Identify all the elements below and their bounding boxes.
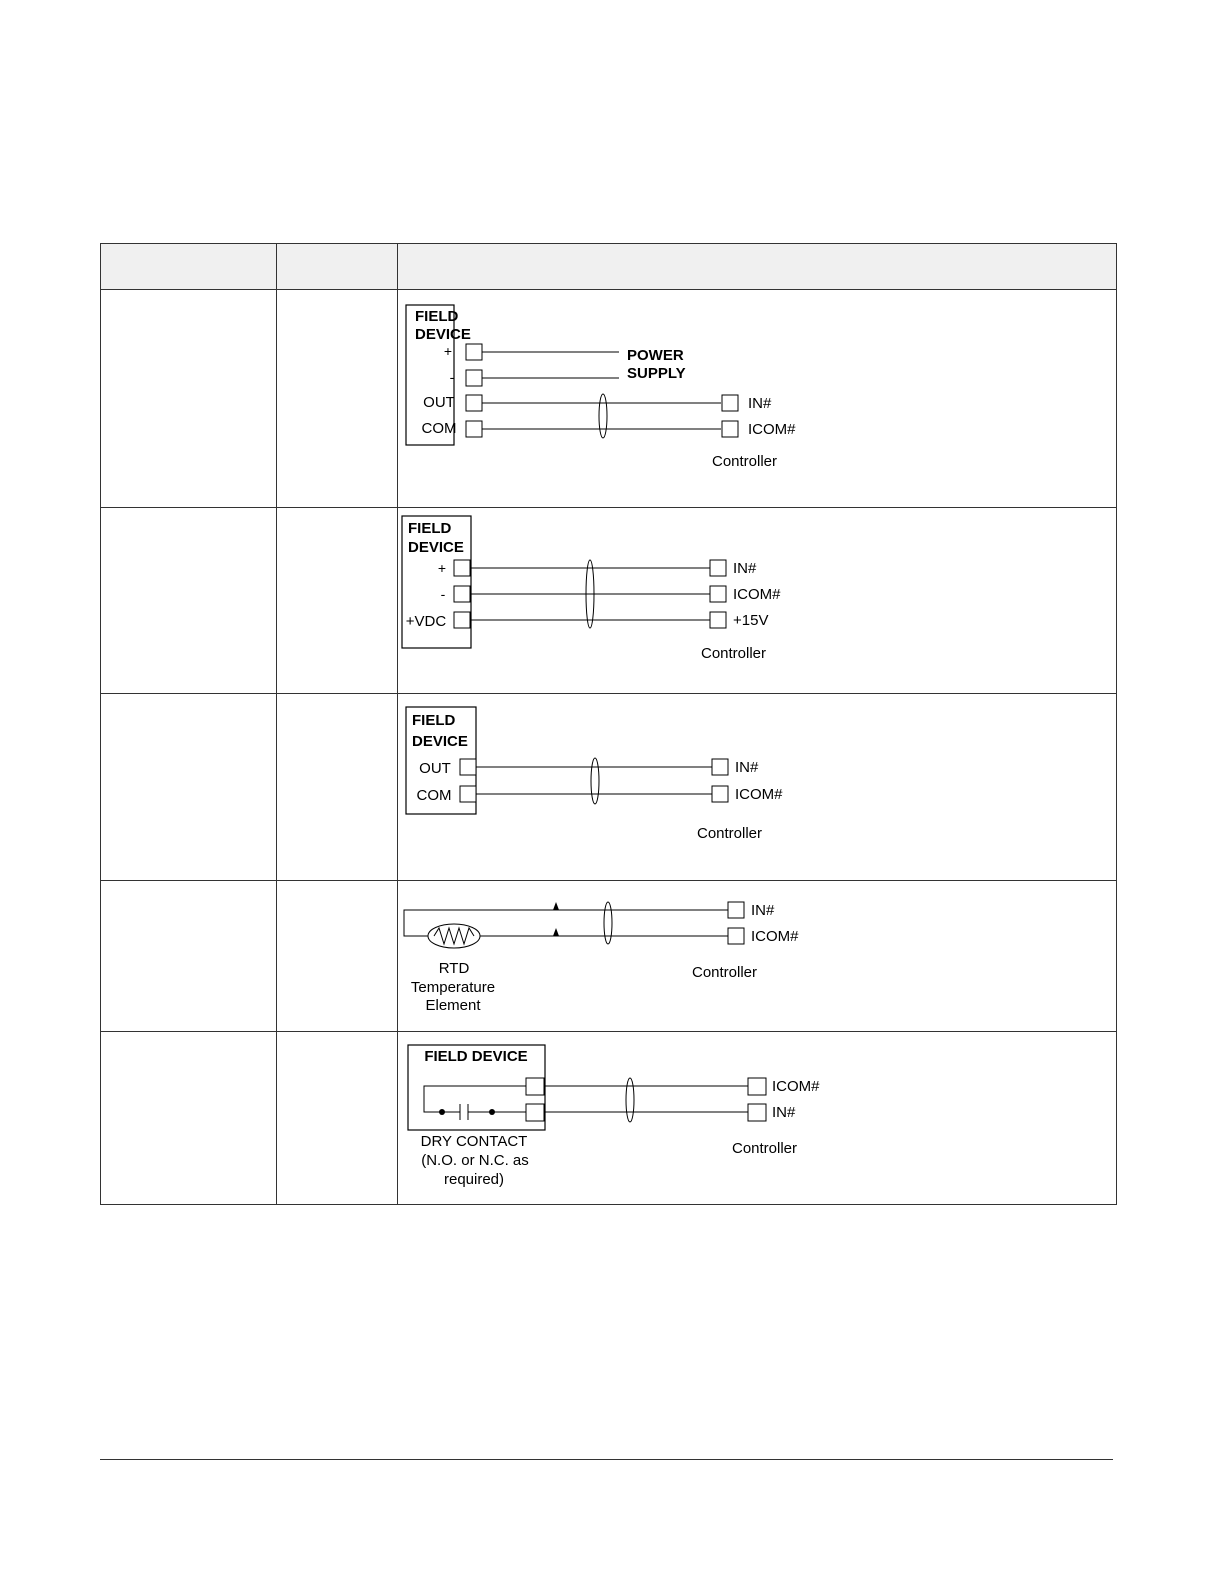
terminal-square: [526, 1104, 544, 1121]
dry-contact-diagram: [398, 1032, 1114, 1204]
row-cell-2: [277, 881, 398, 1032]
terminal-label-com: COM: [421, 420, 457, 437]
three-wire-diagram: [398, 508, 1114, 693]
cable-shield: [599, 394, 607, 438]
field-device-label: FIELD: [412, 712, 456, 729]
diagram-cell: [398, 1032, 1117, 1205]
controller-terminal-in: IN#: [772, 1104, 796, 1121]
terminal-square: [466, 344, 482, 360]
diagram-cell: [398, 290, 1117, 508]
field-device-label: DEVICE: [412, 733, 468, 750]
rtd-label: RTD: [438, 960, 470, 977]
terminal-label-vdc: +VDC: [405, 613, 447, 630]
terminal-square: [466, 395, 482, 411]
table-row: [101, 508, 1117, 694]
controller-terminal: [748, 1104, 766, 1121]
terminal-label-com: COM: [416, 787, 452, 804]
dry-contact-label: DRY CONTACT: [420, 1133, 528, 1150]
cable-shield: [591, 758, 599, 804]
terminal-square: [454, 560, 470, 576]
row-cell-1: [101, 508, 277, 694]
row-cell-1: [101, 1032, 277, 1205]
rtd-diagram: [398, 881, 1114, 1031]
controller-terminal-in: IN#: [735, 759, 759, 776]
terminal-square: [526, 1078, 544, 1095]
controller-terminal: [712, 759, 728, 775]
table-row: [101, 290, 1117, 508]
controller-label: Controller: [701, 645, 767, 662]
wire: [424, 1086, 526, 1112]
table-header-row: [101, 244, 1117, 290]
table-row: [101, 1032, 1117, 1205]
controller-terminal: [722, 395, 738, 411]
controller-terminal-in: IN#: [748, 395, 772, 412]
terminal-marker-icon: [553, 902, 559, 910]
controller-label: Controller: [697, 825, 763, 842]
power-supply-label: SUPPLY: [627, 365, 686, 382]
power-supply-label: POWER: [627, 347, 684, 364]
header-cell-3: [398, 244, 1117, 290]
diagram-cell: [398, 694, 1117, 881]
table-row: [101, 694, 1117, 881]
controller-terminal: [728, 928, 744, 944]
terminal-label-minus: -: [449, 369, 455, 385]
controller-terminal: [722, 421, 738, 437]
cable-shield: [626, 1078, 634, 1122]
terminal-square: [466, 421, 482, 437]
field-device-label: DEVICE: [415, 326, 471, 343]
terminal-square: [454, 612, 470, 628]
controller-terminal-icom: ICOM#: [735, 786, 783, 803]
terminal-square: [454, 586, 470, 602]
field-device-label: FIELD DEVICE: [424, 1048, 528, 1065]
row-cell-1: [101, 290, 277, 508]
footer-divider: [100, 1459, 1113, 1460]
row-cell-2: [277, 508, 398, 694]
header-cell-1: [101, 244, 277, 290]
controller-label: Controller: [692, 964, 758, 981]
terminal-label-plus: +: [437, 560, 447, 576]
terminal-label-out: OUT: [423, 394, 455, 411]
row-cell-2: [277, 694, 398, 881]
controller-terminal-icom: ICOM#: [733, 586, 781, 603]
terminal-label-plus: +: [443, 343, 453, 359]
controller-terminal: [728, 902, 744, 918]
controller-terminal: [710, 586, 726, 602]
diagram-cell: [398, 508, 1117, 694]
rtd-label: Temperature: [410, 979, 496, 996]
two-wire-output-diagram: [398, 694, 1114, 880]
controller-terminal-15v: +15V: [733, 612, 769, 629]
controller-terminal-icom: ICOM#: [772, 1078, 820, 1095]
terminal-marker-icon: [553, 928, 559, 936]
terminal-label-minus: -: [440, 586, 446, 602]
four-wire-power-supply-diagram: [398, 290, 1114, 507]
dry-contact-label: required): [443, 1171, 505, 1188]
terminal-square: [460, 786, 476, 802]
cable-shield: [604, 902, 612, 944]
terminal-label-out: OUT: [419, 760, 451, 777]
row-cell-1: [101, 694, 277, 881]
controller-terminal: [710, 612, 726, 628]
diagram-cell: [398, 881, 1117, 1032]
row-cell-2: [277, 1032, 398, 1205]
dry-contact-label: (N.O. or N.C. as: [421, 1152, 529, 1169]
row-cell-1: [101, 881, 277, 1032]
controller-label: Controller: [732, 1140, 798, 1157]
controller-terminal-in: IN#: [751, 902, 775, 919]
controller-terminal-icom: ICOM#: [748, 421, 796, 438]
field-device-label: DEVICE: [408, 539, 464, 556]
row-cell-2: [277, 290, 398, 508]
wiring-diagram-table: [100, 243, 1117, 1205]
terminal-square: [460, 759, 476, 775]
controller-terminal: [710, 560, 726, 576]
terminal-square: [466, 370, 482, 386]
header-cell-2: [277, 244, 398, 290]
field-device-label: FIELD: [408, 520, 452, 537]
controller-terminal: [712, 786, 728, 802]
controller-terminal-icom: ICOM#: [751, 928, 799, 945]
controller-label: Controller: [712, 453, 778, 470]
field-device-label: FIELD: [415, 308, 459, 325]
rtd-label: Element: [425, 997, 481, 1014]
controller-terminal-in: IN#: [733, 560, 757, 577]
controller-terminal: [748, 1078, 766, 1095]
table-row: [101, 881, 1117, 1032]
